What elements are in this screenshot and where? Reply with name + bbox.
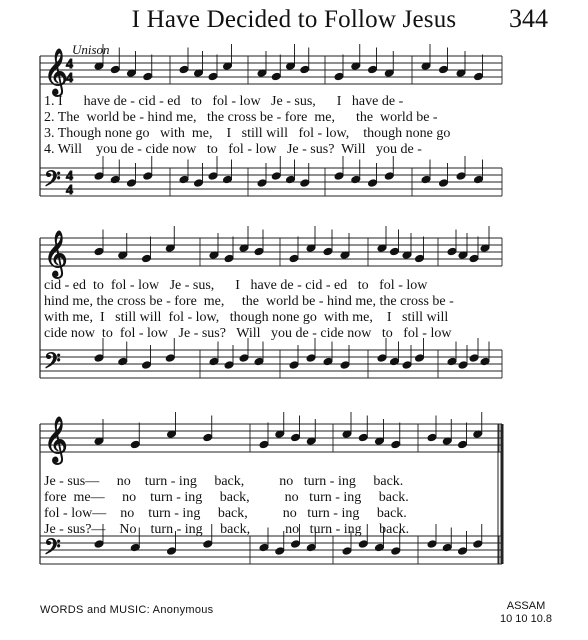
verse-3-line: with me, I still will fol - low, though none go with me, I still will: [44, 310, 449, 325]
note: [289, 254, 299, 263]
note: [458, 440, 468, 449]
treble-clef-icon: 𝄞: [44, 231, 68, 277]
note: [110, 175, 120, 184]
tune-info: [500, 600, 552, 626]
note: [142, 361, 152, 370]
credits: WORDS and MUSIC: Anonymous: [40, 604, 214, 616]
note: [415, 354, 425, 363]
note: [254, 357, 264, 366]
note: [474, 72, 484, 81]
note: [94, 172, 104, 181]
note: [368, 65, 378, 74]
verse-1-line: cid - ed to fol - low Je - sus, I have de - cid - ed to fol - low: [44, 278, 428, 293]
note: [271, 172, 281, 181]
note: [358, 540, 368, 549]
verse-2-line: hind me, the cross be - fore me, the world be - hind me, the cross be -: [44, 294, 454, 309]
verse-1-line: Je - sus— no turn - ing back, no turn - ing back.: [44, 474, 404, 489]
note: [391, 440, 401, 449]
note: [340, 361, 350, 370]
note: [223, 175, 233, 184]
note: [257, 179, 267, 188]
note: [421, 175, 431, 184]
note: [447, 357, 457, 366]
note: [351, 175, 361, 184]
note: [254, 247, 264, 256]
bass-clef-icon: 𝄢: [44, 167, 61, 197]
verse-2-line: 2. The world be - hind me, the cross be - fore me, the world be -: [44, 110, 438, 125]
note: [474, 175, 484, 184]
note: [306, 543, 316, 552]
note: [402, 361, 412, 370]
note: [480, 357, 490, 366]
treble-clef-icon: 𝄞: [44, 49, 68, 95]
note: [334, 72, 344, 81]
note: [194, 179, 204, 188]
note: [118, 357, 128, 366]
note: [323, 247, 333, 256]
verse-4-line: cide now to fol - low Je - sus? Will you de - cide now to fol - low: [44, 326, 452, 341]
note: [377, 354, 387, 363]
note: [469, 354, 479, 363]
note: [259, 543, 269, 552]
note: [167, 547, 177, 556]
note: [300, 65, 310, 74]
note: [439, 65, 449, 74]
note: [469, 254, 479, 263]
verse-4-line: Je - sus?— No turn - ing back, no turn - ing back.: [44, 522, 410, 537]
note: [391, 547, 401, 556]
note: [289, 361, 299, 370]
note: [94, 540, 104, 549]
meter: 10 10 10.8: [500, 613, 552, 625]
verse-1-line: 1. I have de - cid - ed to fol - low Je - sus, I have de -: [44, 94, 404, 109]
bass-clef-icon: 𝄢: [44, 349, 61, 379]
note: [142, 254, 152, 263]
note: [208, 172, 218, 181]
note: [323, 357, 333, 366]
note: [358, 433, 368, 442]
verse-3-line: fol - low— no turn - ing back, no turn - ing back.: [44, 506, 407, 521]
note: [239, 354, 249, 363]
verse-4-line: 4. Will you de - cide now to fol - low Je - sus? Will you de -: [44, 142, 422, 157]
note: [375, 543, 385, 552]
note: [291, 433, 301, 442]
note: [306, 354, 316, 363]
note: [300, 179, 310, 188]
note: [286, 175, 296, 184]
note: [447, 247, 457, 256]
note: [143, 172, 153, 181]
note: [384, 172, 394, 181]
note: [442, 543, 452, 552]
hymn-title: I Have Decided to Follow Jesus: [131, 6, 457, 33]
time-signature: 4: [66, 71, 73, 86]
note: [342, 547, 352, 556]
note: [208, 72, 218, 81]
note: [390, 357, 400, 366]
note: [94, 354, 104, 363]
treble-clef-icon: 𝄞: [44, 417, 68, 463]
note: [130, 440, 140, 449]
note: [458, 547, 468, 556]
time-signature: 4: [66, 57, 73, 72]
verse-3-line: 3. Though none go with me, I still will fol - low, though none go: [44, 126, 451, 141]
note: [179, 65, 189, 74]
note: [224, 361, 234, 370]
note: [203, 433, 213, 442]
verse-2-line: fore me— no turn - ing back, no turn - ing back.: [44, 490, 409, 505]
note: [143, 72, 153, 81]
note: [203, 540, 213, 549]
tune-name: ASSAM: [506, 600, 546, 612]
note: [110, 65, 120, 74]
note: [368, 179, 378, 188]
note: [224, 254, 234, 263]
bass-clef-icon: 𝄢: [44, 535, 61, 565]
hymn-number: 344: [509, 4, 548, 33]
note: [334, 172, 344, 181]
note: [209, 357, 219, 366]
note: [456, 172, 466, 181]
note: [94, 247, 104, 256]
note: [473, 540, 483, 549]
performance-marking: Unison: [72, 42, 110, 57]
note: [439, 179, 449, 188]
note: [390, 247, 400, 256]
time-signature: 4: [66, 183, 73, 198]
note: [427, 433, 437, 442]
time-signature: 4: [66, 169, 73, 184]
note: [275, 547, 285, 556]
note: [130, 543, 140, 552]
note: [291, 540, 301, 549]
note: [415, 254, 425, 263]
note: [271, 72, 281, 81]
note: [127, 179, 137, 188]
note: [165, 354, 175, 363]
note: [427, 540, 437, 549]
note: [259, 440, 269, 449]
note: [458, 361, 468, 370]
note: [179, 175, 189, 184]
